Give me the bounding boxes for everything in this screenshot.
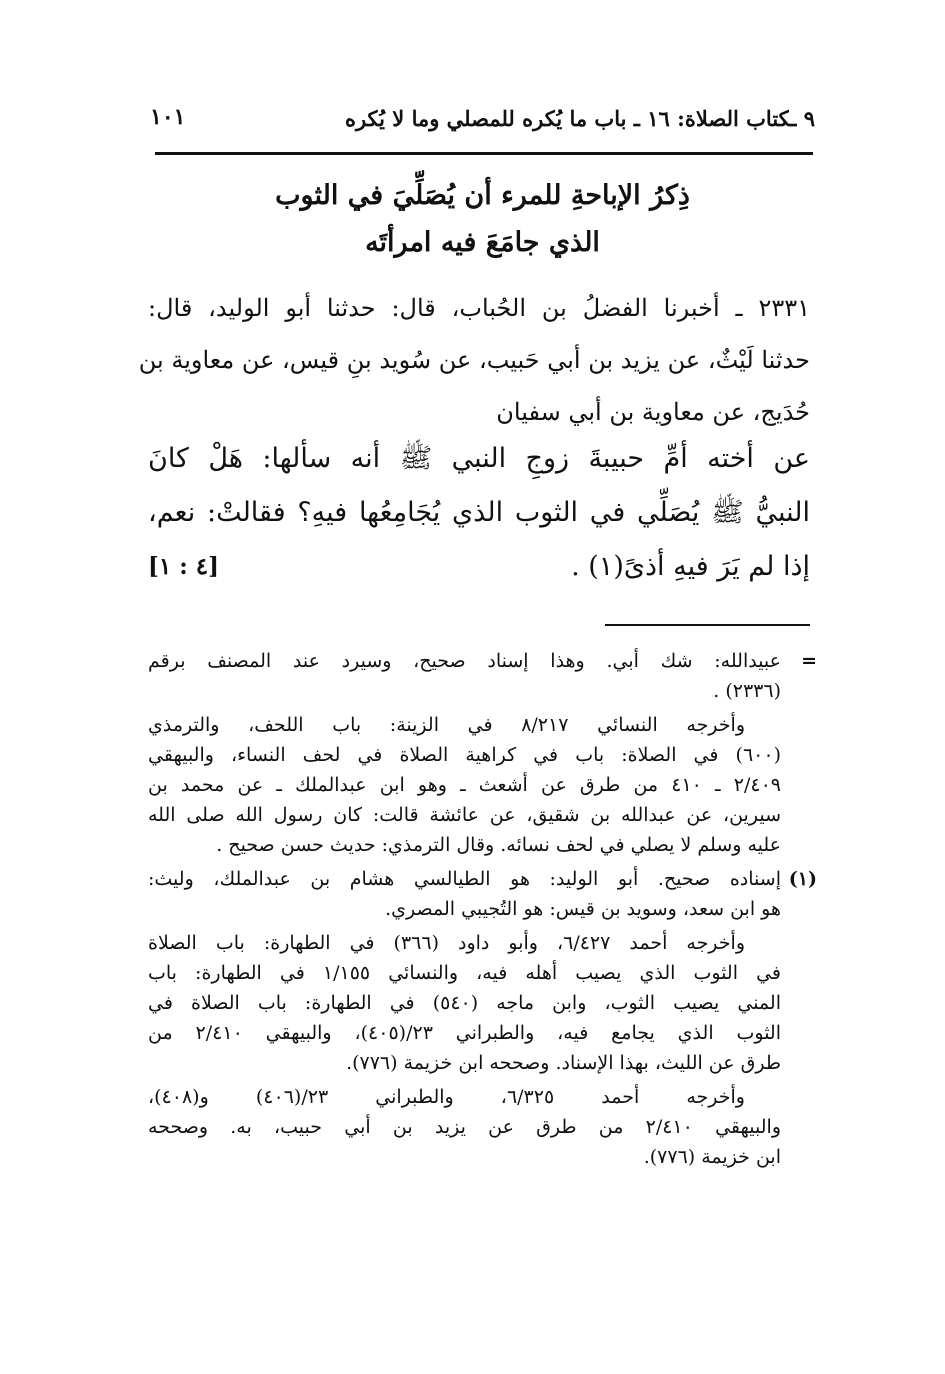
- header-rule: [155, 152, 813, 155]
- footnotes: [148, 646, 817, 1176]
- heading-line-2: الذي جامَعَ فيه امرأتَه: [365, 227, 600, 258]
- footnote-line: في الثوب الذي يصيب أهله فيه، والنسائي ١/١٥٥ في الطهارة: باب: [148, 962, 781, 984]
- page-number: ١٠١: [150, 104, 186, 130]
- heading-line-1: ذِكرُ الإباحةِ للمرء أن يُصَلِّيَ في الثوب: [275, 180, 690, 211]
- footnote-line: وأخرجه أحمد ٦/٣٢٥، والطبراني ٢٣/(٤٠٦) و(٤٠٨)،: [148, 1086, 745, 1108]
- footnote-line: عليه وسلم لا يصلي في لحف نسائه. وقال الترمذي: حديث حسن صحيح .: [216, 834, 781, 856]
- isnad-line: حدثنا لَيْثٌ، عن يزيد بن أبي حَبيب، عن سُويد بنِ قيس، عن معاوية بن: [138, 346, 810, 374]
- footnote-rule: [605, 624, 810, 626]
- footnote-line: (٢٣٣٦) .: [713, 680, 781, 702]
- footnote-line: ٢/٤٠٩ ـ ٤١٠ من طرق عن أشعث ـ وهو ابن عبدالملك ـ عن محمد بن: [148, 774, 781, 796]
- hadith-isnad: [138, 282, 810, 438]
- hadith-citation: [٤ : ١]: [148, 553, 220, 580]
- footnote-line: والبيهقي ٢/٤١٠ من طرق عن يزيد بن أبي حبيب، به. وصححه: [148, 1116, 781, 1138]
- footnote-line: عبيدالله: شك أبي. وهذا إسناد صحيح، وسيرد عند المصنف برقم: [148, 650, 781, 672]
- footnote-marker: (١): [788, 868, 817, 890]
- hadith-matn: [148, 432, 810, 594]
- footnote-line: (٦٠٠) في الصلاة: باب في كراهية الصلاة في لحف النساء، والبيهقي: [148, 744, 781, 766]
- isnad-line: ٢٣٣١ ـ أخبرنا الفضلُ بن الحُباب، قال: حدثنا أبو الوليد، قال:: [148, 294, 810, 322]
- footnote-line: سيرين، عن عبدالله بن شقيق، عن عائشة قالت: كان رسول الله صلى الله: [148, 804, 781, 826]
- footnote-paragraph: [148, 710, 817, 860]
- footnote-1: [148, 864, 817, 924]
- isnad-line: حُدَيج، عن معاوية بن أبي سفيان: [496, 398, 810, 426]
- footnote-line: وأخرجه النسائي ٨/٢١٧ في الزينة: باب اللحف، والترمذي: [148, 714, 745, 736]
- matn-last-row: [148, 540, 810, 594]
- footnote-line: وأخرجه أحمد ٦/٤٢٧، وأبو داود (٣٦٦) في الطهارة: باب الصلاة: [148, 932, 745, 954]
- footnote-paragraph: [148, 1082, 817, 1172]
- footnote-line: طرق عن الليث، بهذا الإسناد. وصححه ابن خزيمة (٧٧٦).: [346, 1052, 781, 1074]
- continuation-mark: =: [801, 650, 817, 672]
- footnote-line: ابن خزيمة (٧٧٦).: [643, 1146, 781, 1168]
- section-heading: [150, 172, 815, 266]
- matn-line: إذا لم يَرَ فيهِ أذىً(١) .: [571, 551, 810, 582]
- footnote-line: الثوب الذي يجامع فيه، والطبراني ٢٣/(٤٠٥)، والبيهقي ٢/٤١٠ من: [148, 1022, 781, 1044]
- footnote-paragraph: [148, 928, 817, 1078]
- footnote-line: المني يصيب الثوب، وابن ماجه (٥٤٠) في الطهارة: باب الصلاة في: [148, 992, 781, 1014]
- footnote-continued: [148, 646, 817, 706]
- running-header: [150, 100, 815, 142]
- footnote-line: هو ابن سعد، وسويد بن قيس: هو التُجيبي المصري.: [385, 898, 781, 920]
- matn-line: عن أخته أمِّ حبيبةَ زوجِ النبي ﷺ أنه سألها: هَلْ كانَ: [148, 443, 810, 474]
- chapter-title: ٩ ـكتاب الصلاة: ١٦ ـ باب ما يُكره للمصلي وما لا يُكره: [344, 106, 815, 131]
- footnote-line: إسناده صحيح. أبو الوليد: هو الطيالسي هشام بن عبدالملك، وليث:: [148, 868, 781, 890]
- matn-line: النبيُّ ﷺ يُصَلِّي في الثوب الذي يُجَامِعُها فيهِ؟ فقالتْ: نعم،: [148, 497, 810, 528]
